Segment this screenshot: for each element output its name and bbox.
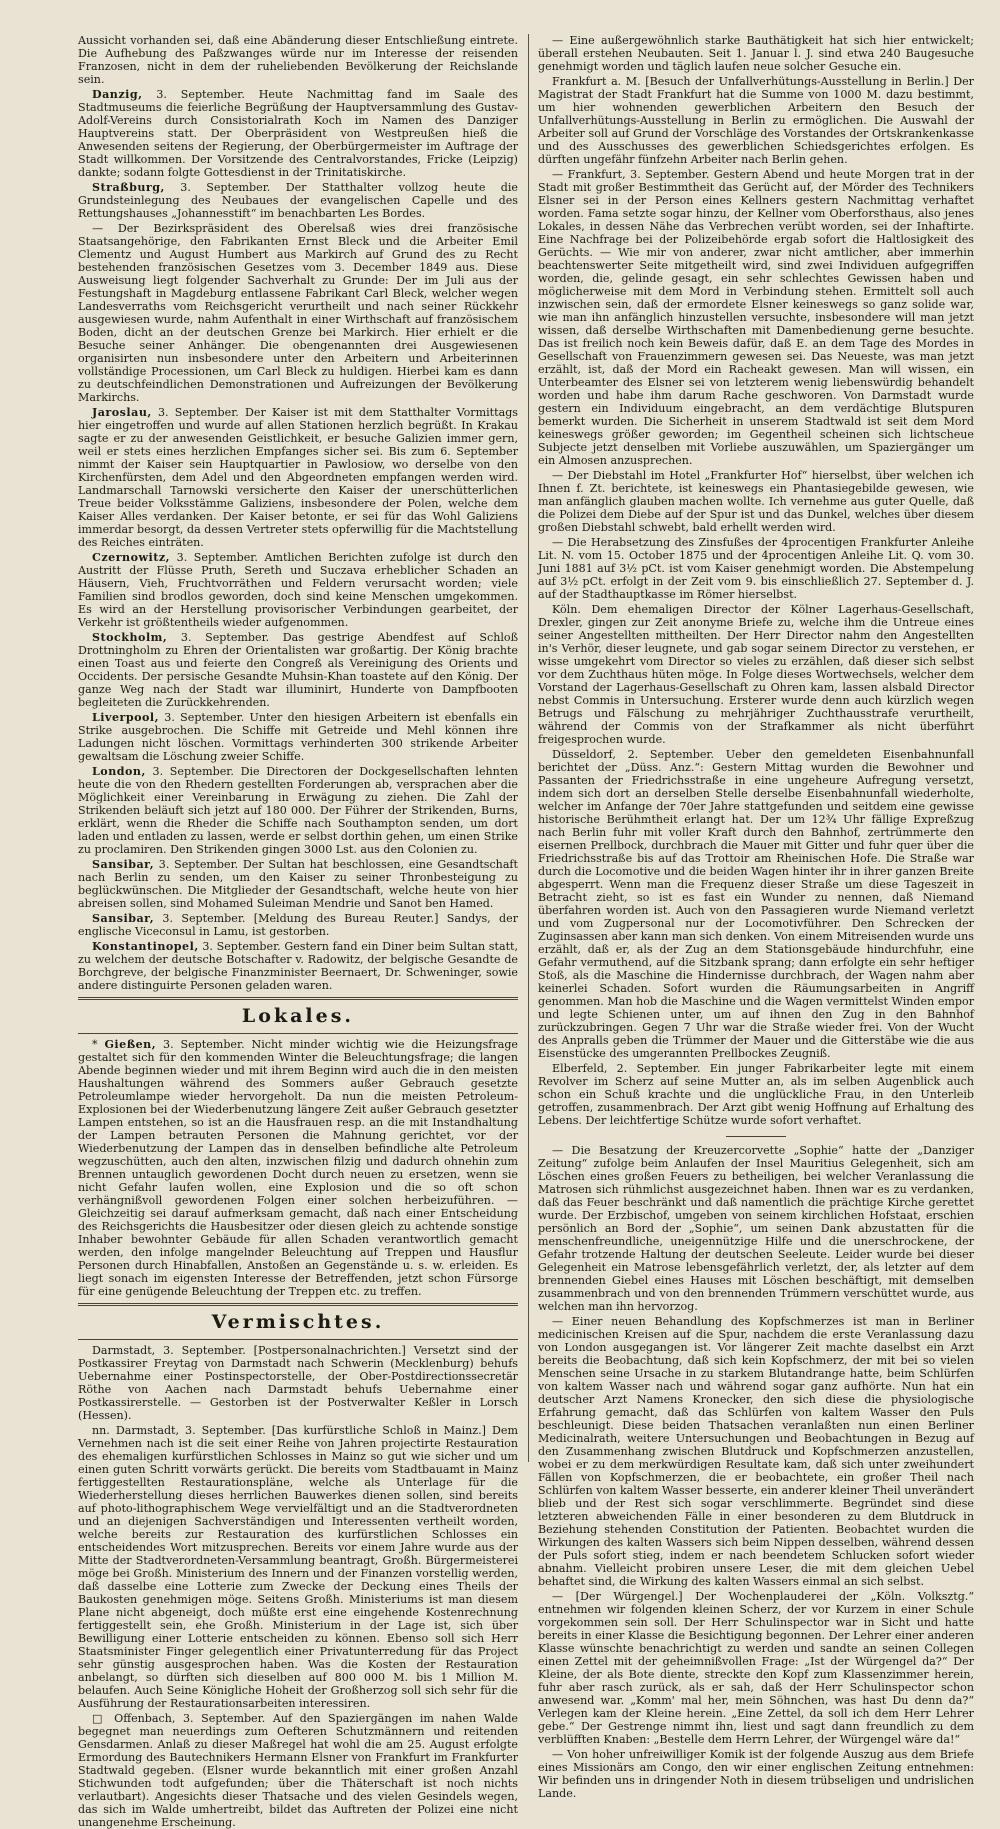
dateline-czernowitz: Czernowitz, xyxy=(92,551,171,564)
section-divider xyxy=(78,1303,518,1306)
section-rule xyxy=(78,1339,518,1340)
text-stockholm: 3. September. Das gestrige Abendfest auf Schloß Drottningholm zu Ehren der Orientalisten war großartig. Der König brachte einen Toast aus und feierte den Congreß als Vereinigung des Orients und Occidents. Der persische Gesandte Muhsin-Khan toastete auf den König. Der ganze Weg nach der Stadt war illuminirt, Hunderte von Dampfbooten begleiteten die Zurückkehrenden. xyxy=(78,631,519,709)
section-heading-lokales: Lokales. xyxy=(241,1005,355,1027)
article-diebstahl: — Der Diebstahl im Hotel „Frankfurter Hof“ hierselbst, über welchen ich Ihnen f. Zt. berichtete, ist keineswegs ein Phantasiegebilde gewesen, wie man anfänglich glauben machen wollte. Ich vernehme aus guter Quelle, daß die Polizei dem Diebe auf der Spur ist und das Dunkel, welches über diesem großen Diebstahl schwebt, bald erhellt werden wird. xyxy=(538,469,974,534)
article-kopfschmerz: — Einer neuen Behandlung des Kopfschmerzes ist man in Berliner medicinischen Kreisen auf die Spur, nachdem die erste Veranlassung dazu von London ausgegangen ist. Vor längerer Zeit machte daselbst ein Arzt bereits die Beobachtung, daß sich kein Kopfschmerz, der mit bei so vielen Menschen seine Ursache in zu starkem Blutandrange hatte, beim Schlürfen von kaltem Wasser nach und während sogar ganz aufhörte. Nun hat ein deutscher Arzt Namens Kronecker, den sich diese die physiologische Erfahrung gemacht, daß das Schlürfen von kaltem Wasser den Puls beschleunigt. Diese beiden Thatsachen veranlaßten nun einen Berliner Medicinalrath, weitere Untersuchungen und Beobachtungen in Bezug auf den Zusammenhang zwischen Blutdruck und Kopfschmerzen anzustellen, wobei er zu dem merkwürdigen Resultate kam, daß sich unter zweihundert Fällen von Kopfschmerzen, die er beobachtete, ein großer Theil nach Schlürfen von kaltem Wasser besserte, ein anderer kleiner Theil unverändert blieb und der Rest sich sogar verschlimmerte. Begründet sind diese letzteren abweichenden Fälle in einer besonderen zu dem Blutdruck in Beziehung stehenden Constitution der Patienten. Beobachtet wurden die Wirkungen des kalten Wassers sich beim Nippen desselben, während dessen der Puls sofort stieg, indem er nach beendetem Schlucken sofort wieder abnahm. Vielleicht probiren unsere Leser, die mit dem gleichen Uebel behaftet sind, die Wirkung des kalten Wassers einmal an sich selbst. xyxy=(538,1315,974,1588)
dateline-stockholm: Stockholm, xyxy=(92,631,168,644)
separator-line xyxy=(726,1136,786,1137)
article-duesseldorf: Düsseldorf, 2. September. Ueber den gemeldeten Eisenbahnunfall berichtet der „Düss. Anz.“: Gestern Mittag wurden die Bewohner und Passanten der Friedrichsstraße in eine ungeheure Aufregung versetzt, indem sich dort an derselben Stelle derselbe Eisenbahnunfall wiederholte, welcher im Anfange der 70er Jahre stattgefunden und seitdem eine gewisse historische Berühmtheit erlangt hat. Der um 12¾ Uhr fällige Expreßzug nach Berlin fuhr mit voller Kraft durch den Bahnhof, zertrümmerte den eisernen Prellbock, durchbrach die Mauer mit Gitter und fuhr quer über die Friedrichsstraße bis auf das Trottoir am Rheinischen Hofe. Die Straße war durch die Locomotive und die beiden Wagen hinter ihr in ihrer ganzen Breite abgesperrt. Wenn man die Frequenz dieser Straße um diese Tageszeit in Betracht zieht, so ist es fast ein Wunder zu nennen, daß Niemand überfahren worden ist. Auch von den Passagieren wurde Niemand verletzt und vom Zugpersonal nur der Locomotivführer. Den Schrecken der Zuginsassen aber kann man sich denken. Von einem Mitreisenden wurde uns erzählt, daß er, als der Zug an dem Stationsgebäude hindurchfuhr, eine Gefahr vermuthend, auf die Sitzbank sprang; dann erfolgte ein sehr heftiger Stoß, als die Maschine die Hindernisse durchbrach, der Wagen nahm aber keinerlei Schaden. Sofort wurden die Räumungsarbeiten in Angriff genommen. Man hob die Maschine und die Wagen vermittelst Winden empor und legte Schienen unter, um auf ihnen den Zug in den Bahnhof zurückzubringen. Gegen 7 Uhr war die Straße wieder frei. Von der Wucht des Anpralls geben die Trümmer der Mauer und die Gitterstäbe wie die aus Eisenstücke des umgerannten Prellbockes Zeugniß. xyxy=(538,748,974,1060)
article-paszwang: Aussicht vorhanden sei, daß eine Abänderung dieser Entschließung eintrete. Die Aufhebung des Paßzwanges würde nur im Interesse der reisenden Franzosen, nicht in dem der ruheliebenden Bevölkerung der Reichslande sein. xyxy=(78,34,518,86)
article-darmstadt-schloss: nn. Darmstadt, 3. September. [Das kurfürstliche Schloß in Mainz.] Dem Vernehmen nach ist die seit einer Reihe von Jahren projectirte Restauration des ehemaligen kurfürstlichen Schlosses in Mainz so gut wie sicher und um einen guten Schritt vorwärts gerückt. Die bereits vom Stadtbauamt in Mainz fertiggestellten Restaurationspläne, welche als Unterlage für die Wiederherstellung dieses herrlichen Bauwerkes dienen sollen, sind bereits auf photo-lithographischem Wege vervielfältigt und an die Stadtverordneten und an diejenigen Sachverständigen und Interessenten vertheilt worden, welche bereits zur Restauration des kurfürstlichen Schlosses ein entscheidendes Wort mitzusprechen. Bereits vor einem Jahre wurde aus der Mitte der Stadtverordneten-Versammlung beantragt, Großh. Bürgermeisterei möge bei Großh. Ministerium des Innern und der Finanzen vorstellig werden, daß dasselbe eine Lotterie zum Zwecke der Deckung eines Theils der Baukosten genehmigen möge. Seitens Großh. Ministeriums ist man diesem Plane nicht abgeneigt, doch müßte erst eine eingehende Kostenrechnung fertiggestellt sein, ehe Großh. Ministerium in der Lage ist, sich über Bewilligung einer Lotterie entscheiden zu können. Ebenso soll sich Herr Staatsminister Finger gelegentlich einer Privatunterredung für das Project sehr günstig ausgesprochen haben. Was die Kosten der Restauration anbelangt, so dürften sich dieselben auf 800 000 M. bis 1 Million M. belaufen. Auch Seine Königliche Hoheit der Großherzog soll sich sehr für die Ausführung der Restaurationsarbeiten interessiren. xyxy=(78,1424,518,1710)
dateline-sansibar-1: Sansibar, xyxy=(92,858,155,871)
text-sansibar-2: 3. September. [Meldung des Bureau Reuter.] Sandys, der englische Viceconsul in Lamu, ist gestorben. xyxy=(78,912,518,938)
article-elberfeld: Elberfeld, 2. September. Ein junger Fabrikarbeiter legte mit einem Revolver im Scherz auf seine Mutter an, als im selben Augenblick auch schon ein Schuß krachte und die unglückliche Frau, in den Unterleib getroffen, zusammenbrach. Der Arzt gibt wenig Hoffnung auf Erhaltung des Lebens. Der leichtfertige Schütze wurde sofort verhaftet. xyxy=(538,1062,974,1127)
article-kongo: — Von hoher unfreiwilliger Komik ist der folgende Auszug aus dem Briefe eines Missionärs am Congo, den wir einer englischen Zeitung entnehmen: Wir befinden uns in dringender Noth in diesem trübseligen und undrislichen Lande. xyxy=(538,1748,974,1800)
text-strassburg: 3. September. Der Statthalter vollzog heute die Grundsteinlegung des Neubaues der evangelischen Capelle und des Rettungshauses „Johannesstift“ im benachbarten Les Bordes. xyxy=(78,181,518,220)
section-rule xyxy=(78,1033,518,1034)
dateline-giessen: Gießen, xyxy=(104,1038,157,1051)
text-jaroslau: 3. September. Der Kaiser ist mit dem Statthalter Vormittags hier eingetroffen und wurde auf allen Stationen herzlich begrüßt. In Krakau sagte er zu der anwesenden Geistlichkeit, er besuche Galizien immer gern, weil er stets eines herzlichen Empfanges sicher sei. Bis zum 6. September nimmt der Kaiser sein Hauptquartier in Pawlosiow, wo derselbe von den Kirchenfürsten, dem Adel und den Abgeordneten empfangen werden wird. Landmarschall Tarnowski versicherte den Kaiser der unerschütterlichen Treue beider Volksstämme Galiziens, insbesondere der Polen, welche dem Kaiser Alles verdanken. Der Kaiser betonte, er sei für das Wohl Galiziens immerdar besorgt, da dessen Vertreter stets opferwillig für die Machtstellung des Reiches einträten. xyxy=(78,406,518,549)
article-strassburg xyxy=(78,181,518,220)
article-darmstadt-post: Darmstadt, 3. September. [Postpersonalnachrichten.] Versetzt sind der Postkassirer Freytag von Darmstadt nach Schwerin (Mecklenburg) behufs Uebernahme einer Postinspectorstelle, der Ober-Postdirectionssecretär Röthe von Aachen nach Darmstadt behufs Uebernahme einer Postkassirerstelle. — Gestorben ist der Postverwalter Keßler in Lorsch (Hessen). xyxy=(78,1344,518,1422)
article-frankfurt-mord: — Frankfurt, 3. September. Gestern Abend und heute Morgen trat in der Stadt mit großer Bestimmtheit das Gerücht auf, der Mörder des Technikers Elsner sei in der Person eines Kellners gestern Nachmittag verhaftet worden. Fama setzte sogar hinzu, der Kellner vom Oberforsthaus, also jenes Lokales, in dessen Nähe das Verbrechen verübt worden, sei der Inhaftirte. Eine Nachfrage bei der Polizeibehörde ergab sofort die Haltlosigkeit des Gerüchts. — Wie mir von anderer, zwar nicht amtlicher, aber immerhin beachtenswerter Seite mitgetheilt wird, sind zwei Individuen aufgegriffen worden, die, gelinde gesagt, ein sehr schlechtes Gewissen haben und möglicherweise mit dem Mord in Verbindung stehen. Ermittelt soll auch inzwischen sein, daß der ermordete Elsner keineswegs so ganz solide war, wie man ihn anfänglich hinzustellen versuchte, insbesondere will man jetzt wissen, daß derselbe Wirthschaften mit Damenbedienung gerne besuchte. Das ist freilich noch kein Beweis dafür, daß E. an dem Tage des Mordes in Gesellschaft von Frauenzimmern gewesen sei. Das Neueste, was man jetzt erzählt, ist, daß der Mord ein Racheakt gewesen. Man will wissen, ein Unterbeamter des Elsner sei von letzterem wenig liebenswürdig behandelt worden und habe ihm darum Rache geschworen. Von Darmstadt wurde gestern ein Individuum eingebracht, an dem verdächtige Blutspuren bemerkt wurden. Die Sicherheit in unserem Stadtwald ist seit dem Mord keineswegs größer geworden; im Gegentheil scheinen sich lichtscheue Subjecte jetzt denselben mit Vorliebe auszuwählen, um Spaziergänger um ein Almosen anzusprechen. xyxy=(538,168,974,467)
article-koeln: Köln. Dem ehemaligen Director der Kölner Lagerhaus-Gesellschaft, Drexler, gingen zur Zeit anonyme Briefe zu, welche ihm die Untreue eines seiner Angestellten mittheilten. Der Herr Director nahm den Angestellten in's Verhör, dieser leugnete, und gab sogar seinem Director zu verstehen, er wisse umgekehrt vom Director so vieles zu erzählen, daß dieser sich selbst vor dem Zuchthaus hüten möge. In Folge dieses Wortwechsels, welcher dem Vorstand der Lagerhaus-Gesellschaft zu Ohren kam, lassen alsbald Director nebst Commis in Untersuchung. Ersterer wurde denn auch kürzlich wegen Betrugs und Fälschung zu mehrjähriger Zuchthausstrafe verurtheilt, während der Commis von der Strafkammer als nicht überführt freigesprochen wurde. xyxy=(538,603,974,746)
article-sophie: — Die Besatzung der Kreuzercorvette „Sophie“ hatte der „Danziger Zeitung“ zufolge beim Anlaufen der Insel Mauritius Gelegenheit, sich am Löschen eines großen Feuers zu betheiligen, bei welcher Veranlassung die Matrosen sich rühmlichst ausgezeichnet haben. Ihnen war es zu verdanken, daß das Feuer beschränkt und daß namentlich die prächtige Kirche gerettet wurde. Der Erzbischof, umgeben von seinem kirchlichen Hofstaat, erschien persönlich an Bord der „Sophie“, um seinen Dank abzustatten für die menschenfreundliche, uneigennützige Hilfe und die unerschrockene, der Gefahr trotzende Haltung der deutschen Seeleute. Leider wurde bei dieser Gelegenheit ein Matrose lebensgefährlich verletzt, der, als letzter auf dem brennenden Giebel eines Hauses mit Löschen beschäftigt, mit demselben zusammenbrach und von den brennenden Trümmern verschüttet wurde, aus welchen man ihn hervorzog. xyxy=(538,1144,974,1313)
article-anleihe: — Die Herabsetzung des Zinsfußes der 4procentigen Frankfurter Anleihe Lit. N. vom 15. October 1875 und der 4procentigen Anleihe Lit. Q. vom 30. Juni 1881 auf 3½ pCt. ist vom Kaiser genehmigt worden. Die Abstempelung auf 3½ pCt. erfolgt in der Zeit vom 9. bis einschließlich 27. September d. J. auf der Stadthauptkasse im Römer hierselbst. xyxy=(538,536,974,601)
text-london: 3. September. Die Directoren der Dockgesellschaften lehnten heute die von den Rhedern gestellten Forderungen ab, versprachen aber die Möglichkeit einer Vereinbarung in Erwägung zu ziehen. Die Zahl der Strikenden beläuft sich jetzt auf 180 000. Der Führer der Strikenden, Burns, erklärt, wenn die Rheder die Schiffe nach Southampton senden, um dort laden und entladen zu lassen, werde er selbst dorthin gehen, um einen Strike zu proclamiren. Den Strikenden gingen 3000 Lst. aus den Colonien zu. xyxy=(78,765,518,856)
dateline-konstantinopel: Konstantinopel, xyxy=(92,940,199,953)
article-wuergengel: — [Der Würgengel.] Der Wochenplauderei der „Köln. Volksztg.“ entnehmen wir folgenden kleinen Scherz, der vor Kurzem in einer Schule vorgekommen sein soll. Der Herr Schulinspector war in Sicht und hatte bereits in einer Klasse die Besichtigung begonnen. Der Lehrer einer anderen Klasse wünschte benachrichtigt zu werden und sandte an seinen Collegen einen Zettel mit der geheimnißvollen Frage: „Ist der Würgengel da?“ Der Kleine, der als Bote diente, streckte den Kopf zum Klassenzimmer herein, fuhr aber rasch zurück, als er sah, daß der Herr Schulinspector schon anwesend war. „Komm' mal her, mein Söhnchen, was hast Du denn da?“ Verlegen kam der Kleine herein. „Eine Zettel, da soll ich dem Herr Lehrer gebe.“ Der Gestrenge nimmt ihn, liest und sagt dann freundlich zu dem verblüfften Knaben: „Bestelle dem Herrn Lehrer, der Würgengel wäre da!“ xyxy=(538,1590,974,1746)
text-sansibar-1: 3. September. Der Sultan hat beschlossen, eine Gesandtschaft nach Berlin zu senden, um den Kaiser zu seiner Thronbesteigung zu beglückwünschen. Die Mitglieder der Gesandtschaft, welche heute von hier abreisen sollen, sind Mohamed Suleiman Mendrie und Sanot ben Hamed. xyxy=(78,858,518,910)
left-column xyxy=(78,34,519,1829)
text-konstantinopel: 3. September. Gestern fand ein Diner beim Sultan statt, zu welchem der deutsche Botschafter v. Radowitz, der belgische Gesandte de Borchgreve, der belgische Finanzminister Beernaert, Dr. Schweninger, sowie andere distinguirte Personen geladen waren. xyxy=(78,940,519,992)
text-giessen: 3. September. Nicht minder wichtig wie die Heizungsfrage gestaltet sich für den kommenden Winter die Beleuchtungsfrage; die langen Abende beginnen wieder und mit ihrem Beginn wird auch die in den meisten Haushaltungen während des Sommers außer Gebrauch gesetzte Petroleumlampe wieder hervorgeholt. Da nun die meisten Petroleum-Explosionen bei der Wiederbenutzung längere Zeit außer Gebrauch gesetzter Lampen entstehen, so ist an die Hausfrauen resp. an die mit Instandhaltung der Lampen betrauten Personen die Mahnung gerichtet, vor der Wiederbenutzung der Lampen das in denselben befindliche alte Petroleum wegzuschütten, auch den alten, inzwischen filzig und dadurch ohnehin zum Brennen untauglich gewordenen Docht durch neuen zu ersetzen, wenn sie nicht Gefahr laufen wollen, eine Explosion und die so oft schon verhängnißvoll gewordenen Folgen einer solchen herbeizuführen. — Gleichzeitig sei darauf aufmerksam gemacht, daß nach einer Entscheidung des Reichsgerichts die Hausbesitzer oder diesen gleich zu achtende sonstige Inhaber bewohnter Gebäude für allen Schaden verantwortlich gemacht werden, den infolge mangelnder Beleuchtung auf Treppen und Hausflur Personen durch Hinabfallen, Anstoßen an Gegenstände u. s. w. erleiden. Es liegt sonach im eigensten Interesse der Betreffenden, jetzt schon Fürsorge für eine genügende Beleuchtung der Treppen etc. zu treffen. xyxy=(78,1038,518,1298)
article-offenbach: □ Offenbach, 3. September. Auf den Spaziergängen im nahen Walde begegnet man neuerdings zum Oefteren Schutzmännern und reitenden Gensdarmen. Anlaß zu dieser Maßregel hat wohl die am 25. August erfolgte Ermordung des Bautechnikers Hermann Elsner von Frankfurt im Frankfurter Stadtwald gegeben. (Elsner wurde bekanntlich mit einer großen Anzahl Stichwunden todt aufgefunden; über die Thäterschaft ist noch nichts verlautbart). Angesichts dieser Thatsache und des vielen Gesindels wegen, das sich im Walde umhertreibt, bildet das Auftreten der Polizei eine nicht unangenehme Erscheinung. xyxy=(78,1712,518,1829)
article-frankfurt-ausstellung: Frankfurt a. M. [Besuch der Unfallverhütungs-Ausstellung in Berlin.] Der Magistrat der Stadt Frankfurt hat die Summe von 1000 M. dazu bestimmt, um hier wohnenden gewerblichen Arbeitern den Besuch der Unfallverhütungs-Ausstellung in Berlin zu ermöglichen. Die Auswahl der Arbeiter soll auf Grund der Vorschläge des Vorstandes der Ortskrankenkasse und des Ausschusses des gewerblichen Schiedsgerichtes erfolgen. Es dürften ungefähr fünfzehn Arbeiter nach Berlin gehen. xyxy=(538,75,974,166)
text-danzig: 3. September. Heute Nachmittag fand im Saale des Stadtmuseums die feierliche Begrüßung der Hauptversammlung des Gustav-Adolf-Vereins durch Consistorialrath Koch im Namen des Danziger Hauptvereins statt. Der Oberpräsident von Westpreußen hieß die Anwesenden seitens der Regierung, der Oberbürgermeister im Auftrage der Stadt willkommen. Der Vorsitzende des Centralvorstandes, Fricke (Leipzig) dankte; sodann folgte Gottesdienst in der Trinitatiskirche. xyxy=(78,88,518,179)
article-bezirksprasident: — Der Bezirkspräsident des Oberelsaß wies drei französische Staatsangehörige, den Fabrikanten Ernst Bleck und die Arbeiter Emil Clementz und August Humbert aus Markirch auf Grund des zu Recht bestehenden französischen Gesetzes vom 3. December 1849 aus. Diese Ausweisung liegt folgender Sachverhalt zu Grunde: Der im Juli aus der Festungshaft in Magdeburg entlassene Fabrikant Carl Bleck, welcher wegen Landesverraths vom Reichsgericht verurtheilt und nach seiner Rückkehr ausgewiesen wurde, nahm Aufenthalt in einer Wirthschaft auf französischem Boden, dicht an der deutschen Grenze bei Markirch. Hier erhielt er die Besuche seiner Anhänger. Die obengenannten drei Ausgewiesenen organisirten nun insbesondere unter den Arbeitern und Arbeiterinnen vollständige Processionen, um Carl Bleck zu huldigen. Hierbei kam es dann zu deutschfeindlichen Demonstrationen und Aufreizungen der Bevölkerung Markirchs. xyxy=(78,222,518,404)
dateline-danzig: Danzig, xyxy=(92,88,143,101)
article-separator xyxy=(538,1129,974,1142)
dateline-strassburg: Straßburg, xyxy=(92,181,165,194)
article-sansibar-1 xyxy=(78,858,518,910)
dateline-jaroslau: Jaroslau, xyxy=(92,406,152,419)
article-jaroslau xyxy=(78,406,518,549)
article-bauthaetigkeit: — Eine außergewöhnlich starke Bauthätigkeit hat sich hier entwickelt; überall erstehen Neubauten. Seit 1. Januar l. J. sind etwa 240 Baugesuche genehmigt worden und täglich laufen neue solcher Gesuche ein. xyxy=(538,34,974,73)
right-column xyxy=(538,34,974,1800)
dateline-liverpool: Liverpool, xyxy=(92,711,159,724)
article-danzig xyxy=(78,88,518,179)
dateline-sansibar-2: Sansibar, xyxy=(92,912,155,925)
column-rule xyxy=(528,34,529,1462)
article-czernowitz xyxy=(78,551,518,629)
text-czernowitz: 3. September. Amtlichen Berichten zufolge ist durch den Austritt der Flüsse Pruth, Sereth und Suczava erheblicher Schaden an Häusern, Vieh, Fruchtvorräthen und Feldern verursacht worden; viele Familien sind brodlos geworden, doch sind keine Menschen umgekommen. Es wird an der Herstellung provisorischer Verbindungen gearbeitet, der Verkehr ist größtentheils wieder aufgenommen. xyxy=(78,551,518,629)
article-stockholm xyxy=(78,631,518,709)
text-liverpool: 3. September. Unter den hiesigen Arbeitern ist ebenfalls ein Strike ausgebrochen. Die Schiffe mit Getreide und Mehl können ihre Ladungen nicht löschen. Vormittags verhinderten 300 strikende Arbeiter gewaltsam die Löschung zweier Schiffe. xyxy=(78,711,519,763)
article-konstantinopel xyxy=(78,940,518,992)
article-liverpool xyxy=(78,711,518,763)
dateline-london: London, xyxy=(92,765,146,778)
article-london xyxy=(78,765,518,856)
section-heading-vermischtes: Vermischtes. xyxy=(211,1311,385,1333)
section-divider xyxy=(78,997,518,1000)
article-giessen: * Gießen, 3. September. Nicht minder wichtig wie die Heizungsfrage gestaltet sich für den kommenden Winter die Beleuchtungsfrage; die langen Abende beginnen wieder und mit ihrem Beginn wird auch die in den meisten Haushaltungen während des Sommers außer Gebrauch gesetzte Petroleumlampe wieder hervorgeholt. Da nun die meisten Petroleum-Explosionen bei der Wiederbenutzung längere Zeit außer Gebrauch gesetzter Lampen entstehen, so ist an die Hausfrauen resp. an die mit Instandhaltung der Lampen betrauten Personen die Mahnung gerichtet, vor der Wiederbenutzung der Lampen das in denselben befindliche alte Petroleum wegzuschütten, auch den alten, inzwischen filzig und dadurch ohnehin zum Brennen untauglich gewordenen Docht durch neuen zu ersetzen, wenn sie nicht Gefahr laufen wollen, eine Explosion und die so oft schon verhängnißvoll gewordenen Folgen einer solchen herbeizuführen. — Gleichzeitig sei darauf aufmerksam gemacht, daß nach einer Entscheidung des Reichsgerichts die Hausbesitzer oder diesen gleich zu achtende sonstige Inhaber bewohnter Gebäude für allen Schaden verantwortlich gemacht werden, den infolge mangelnder Beleuchtung auf Treppen und Hausflur Personen durch Hinabfallen, Anstoßen an Gegenstände u. s. w. erleiden. Es liegt sonach im eigensten Interesse der Betreffenden, jetzt schon Fürsorge für eine genügende Beleuchtung der Treppen etc. zu treffen. xyxy=(78,1038,518,1298)
article-sansibar-2 xyxy=(78,912,518,938)
